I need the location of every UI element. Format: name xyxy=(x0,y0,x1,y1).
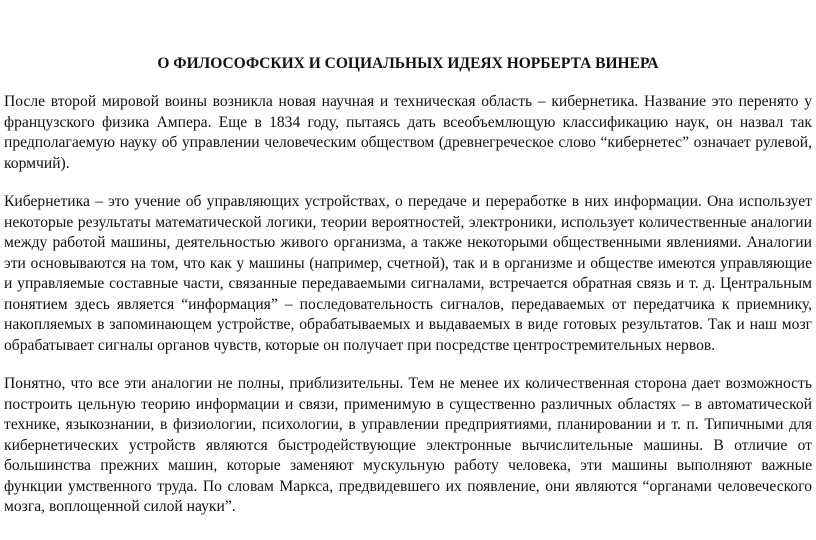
paragraph-cybernetics-origin: После второй мировой воины возникла новая научная и техническая область – кибернетика. Название это перенято у французского физика Ампера. Еще в 1834 году, пытаясь дать всеобъемлющую классификацию наук, он назвал так предполагаемую науку об управлении человеческим обществом (древнегреческое слово “кибернетес” означает рулевой, кормчий). xyxy=(4,93,812,172)
document-title: О ФИЛОСОФСКИХ И СОЦИАЛЬНЫХ ИДЕЯХ НОРБЕРТА ВИНЕРА xyxy=(157,55,659,72)
paragraph-analogies: Понятно, что все эти аналогии не полны, приблизительны. Тем не менее их количественная сторона дает возможность построить цельную теорию информации и связи, применимую в существенно различных областях – в автоматической технике, языкознании, в физиологии, психологии, в управлении предприятиями, планировании и т. п. Типичными для кибернетических устройств являются быстродействующие электронные вычислительные машины. В отличие от большинства прежних машин, которые заменяют мускульную работу человека, эти машины выполняют важные функции умственного труда. По словам Маркса, предвидевшего их появление, они являются “органами человеческого мозга, воплощенной силой науки”. xyxy=(4,375,812,515)
paragraph-cybernetics-definition: Кибернетика – это учение об управляющих устройствах, о передаче и переработке в них информации. Она использует некоторые результаты математической логики, теории вероятностей, электроники, использует количественные аналогии между работой машины, деятельностью живого организма, а также некоторыми общественными явлениями. Аналогии эти основываются на том, что как у машины (например, счетной), так и в организме и обществе имеются управляющие и управляемые составные части, связанные передаваемыми сигналами, встречается обратная связь и т. д. Центральным понятием здесь является “информация” – последовательность сигналов, передаваемых от передатчика к приемнику, накопляемых в запоминающем устройстве, обрабатываемых и выдаваемых в виде готовых результатов. Так и наш мозг обрабатывает сигналы органов чувств, которые он получает при посредстве центростремительных нервов. xyxy=(4,193,812,354)
